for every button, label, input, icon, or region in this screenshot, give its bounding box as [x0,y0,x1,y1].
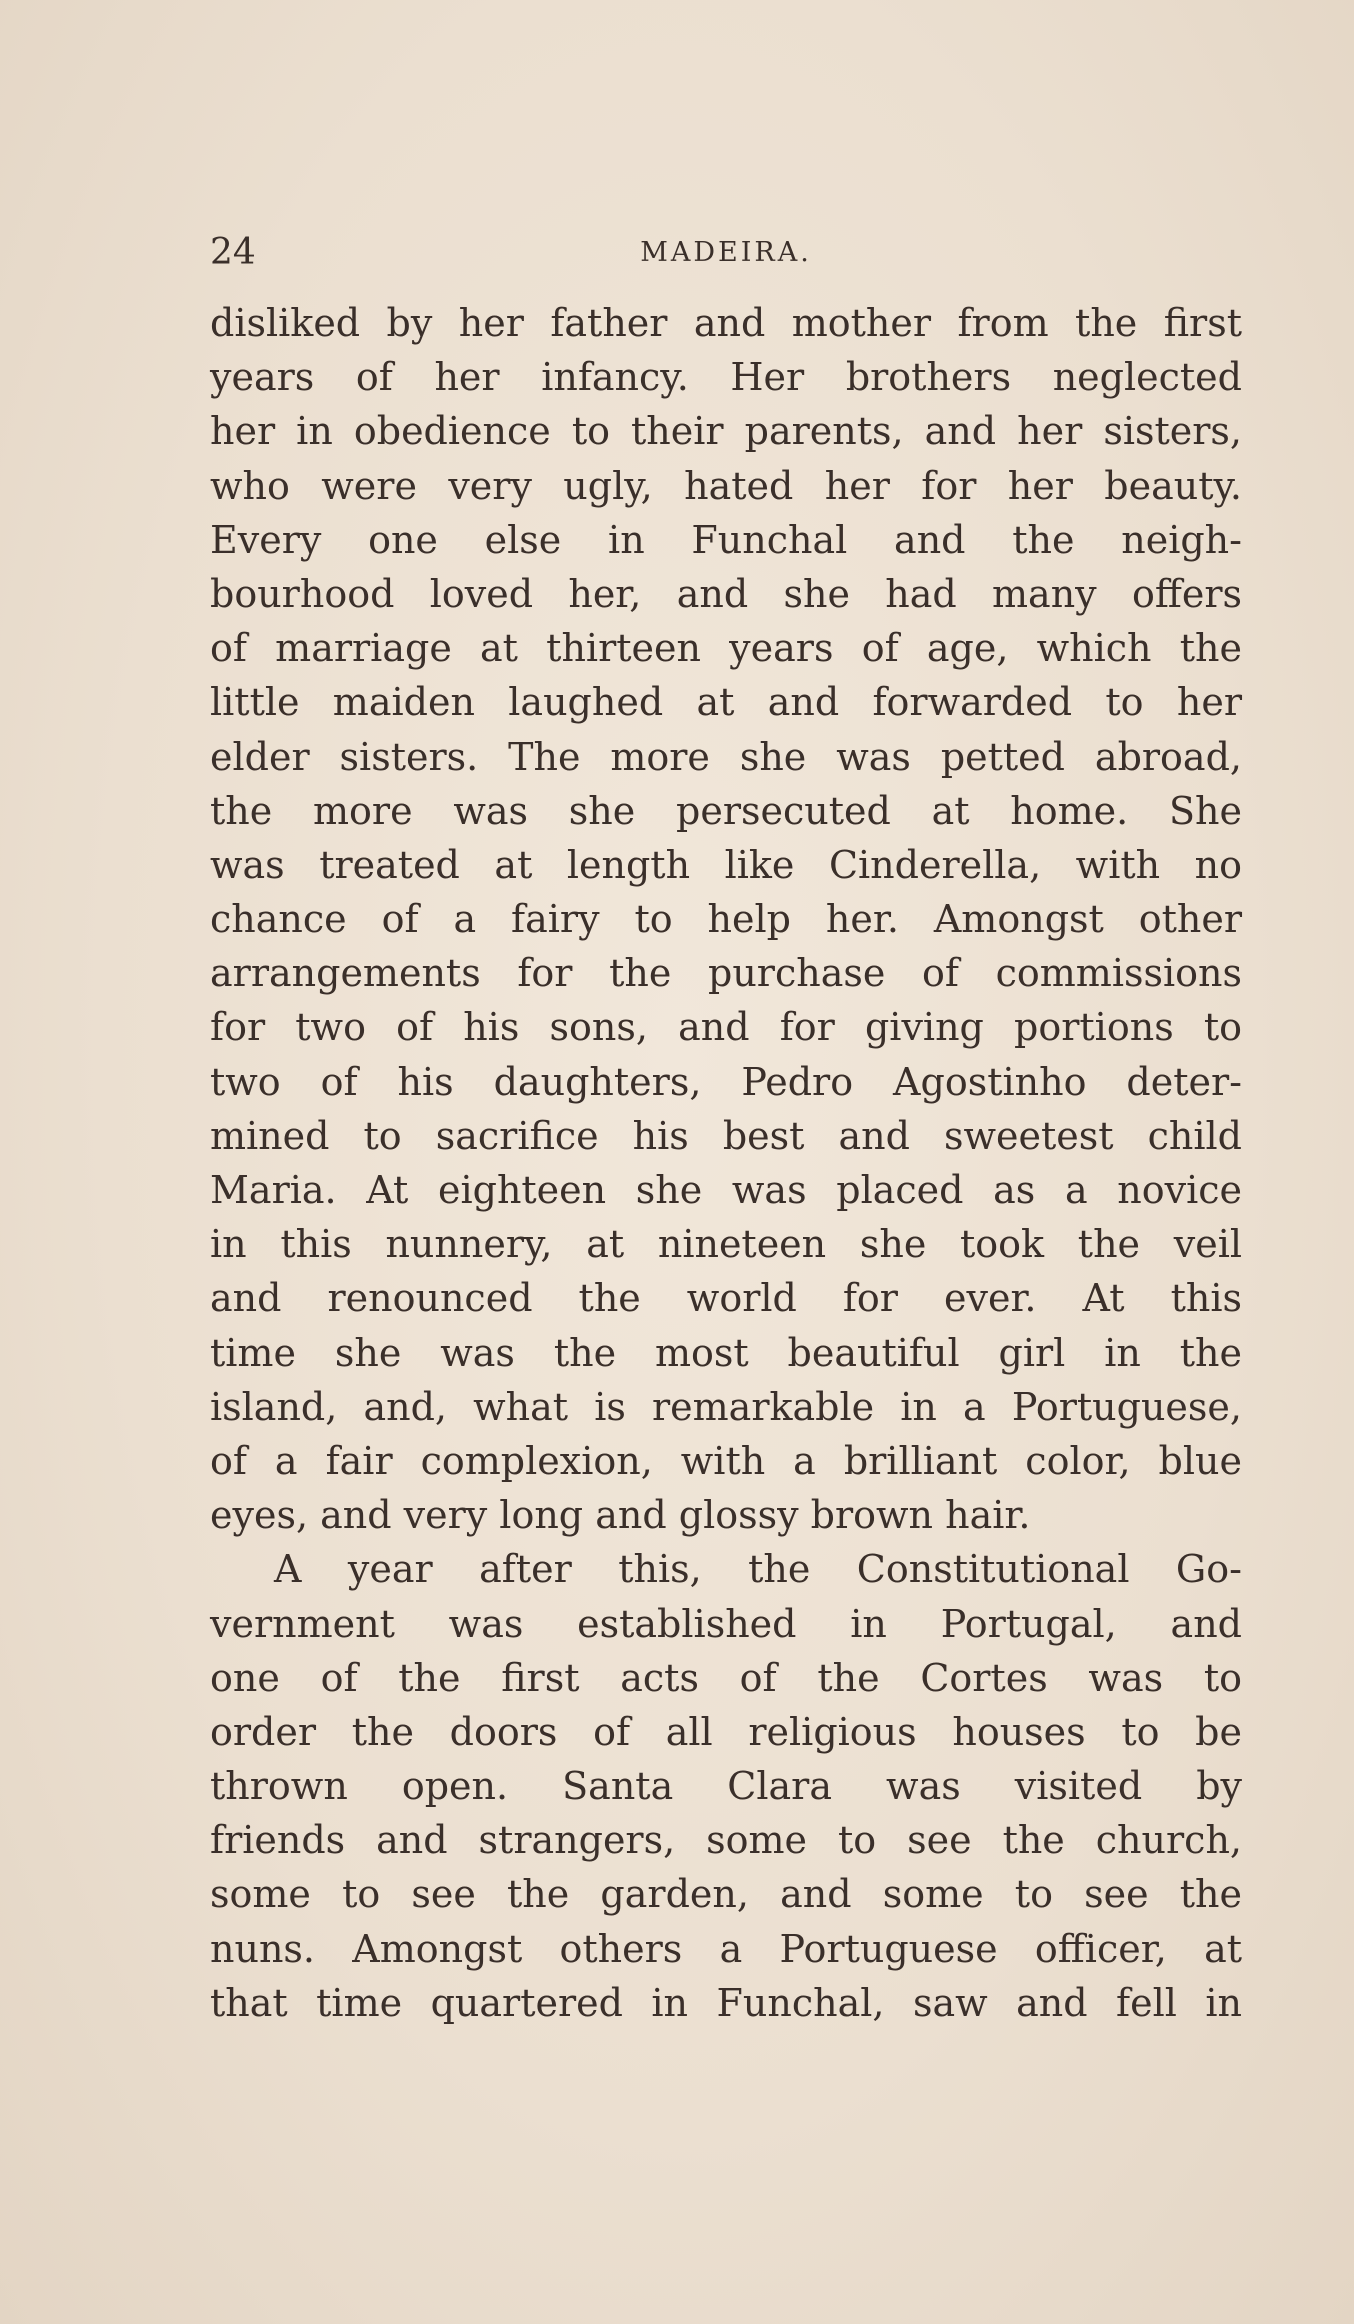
text-line: years of her infancy. Her brothers neglected [210,355,1242,400]
running-title: MADEIRA. [640,237,812,268]
text-line: elder sisters. The more she was petted abroad, [210,734,1242,779]
body-text [210,296,1242,2030]
text-line: time she was the most beautiful girl in the [210,1330,1242,1375]
text-line: mined to sacrifice his best and sweetest child [210,1113,1242,1158]
text-line: the more was she persecuted at home. She [210,788,1242,833]
text-line: bourhood loved her, and she had many offers [210,571,1242,616]
text-line: disliked by her father and mother from the first [210,301,1242,345]
text-line: chance of a fairy to help her. Amongst other [210,897,1242,942]
text-line: who were very ugly, hated her for her beauty. [210,463,1242,508]
text-line: vernment was established in Portugal, and [210,1601,1242,1646]
text-line: her in obedience to their parents, and her sisters, [210,409,1242,454]
paragraph-start-line: A year after this, the Constitutional Go- [274,1547,1242,1592]
text-line: some to see the garden, and some to see the [210,1872,1242,1917]
text-line: island, and, what is remarkable in a Portuguese, [210,1384,1242,1429]
text-line: Every one else in Funchal and the neigh- [210,517,1242,562]
text-line: that time quartered in Funchal, saw and fell in [210,1980,1242,2025]
text-line: of a fair complexion, with a brilliant color, blue [210,1438,1242,1483]
text-line: two of his daughters, Pedro Agostinho deter- [210,1059,1242,1104]
text-line: one of the first acts of the Cortes was to [210,1655,1242,1700]
text-line: and renounced the world for ever. At this [210,1276,1242,1321]
page-number: 24 [210,232,256,273]
text-line: arrangements for the purchase of commissions [210,951,1242,996]
text-line: was treated at length like Cinderella, with no [210,842,1242,887]
text-line: Maria. At eighteen she was placed as a novice [210,1168,1242,1212]
text-line: in this nunnery, at nineteen she took the veil [210,1222,1242,1267]
text-line: of marriage at thirteen years of age, which the [210,626,1242,671]
text-line: little maiden laughed at and forwarded to her [210,680,1242,725]
text-line: for two of his sons, and for giving portions to [210,1005,1242,1050]
paragraph-end-line: eyes, and very long and glossy brown hair. [210,1493,1031,1538]
text-line: friends and strangers, some to see the church, [210,1818,1242,1863]
running-head [210,228,1242,278]
text-line: nuns. Amongst others a Portuguese officer, at [210,1926,1242,1971]
text-line: thrown open. Santa Clara was visited by [210,1764,1242,1809]
text-line: order the doors of all religious houses to be [210,1709,1242,1754]
